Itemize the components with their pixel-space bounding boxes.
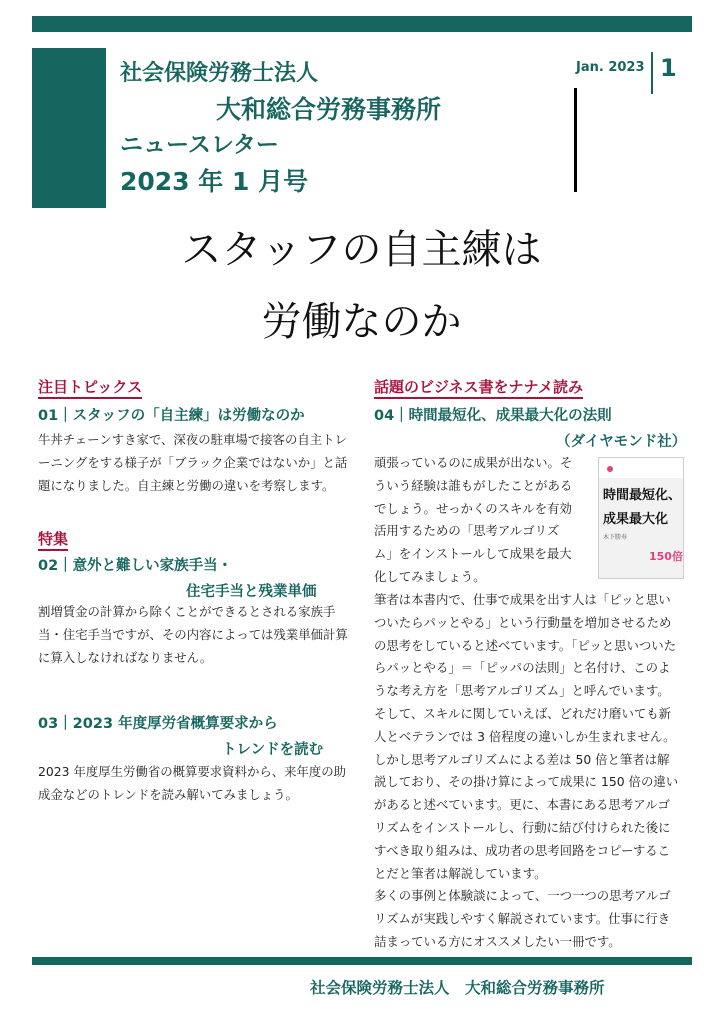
article-4-body [374,589,678,954]
summary-line: 割増賃金の計算から除くことができるとされる家族手 [38,604,336,619]
body-line: 頑張っているのに成果が出ない。そ [374,455,573,470]
book-cover-dot [607,466,613,472]
body-line: でしょう。せっかくのスキルを有効 [374,500,572,516]
body-line: 説しており、その掛け算によって成果に 150 倍の違い [374,774,679,790]
body-line: ついたらパッとやる」という行動量を増加させるため [374,614,672,630]
article-4-intro [374,452,572,589]
topics-section-label [38,376,142,397]
body-line: うな考え方を「思考アルゴリズム」と呼んでいます。 [374,683,670,699]
top-banner-bar [32,16,692,32]
summary-line: 成金などのトレンドを読み解いてみましょう。 [38,786,298,802]
body-line: らパッとやる」＝「ピッパの法則」と名付け、このよ [374,660,671,676]
summary-line: ーニングをする様子が「ブラック企業ではないか」と話 [38,454,348,470]
article-3-title-line-1: 03｜2023 年度厚労省概算要求から [38,716,278,732]
body-line: 詰まっている方にオススメしたい一冊です。 [374,933,621,949]
article-4-title-line-1: 04｜時間最短化、成果最大化の法則 [374,408,612,424]
headline-line-1: スタッフの自主練は [181,227,542,273]
body-line: すべき取り組みは、成功者の思考回路をコピーするこ [374,842,671,858]
book-section-label [374,376,583,397]
article-3-summary [38,761,346,807]
body-line: ム」をインストールして成果を最大 [374,546,572,562]
bottom-banner-bar [32,957,692,965]
book-cover-badge: 150倍 [649,550,683,563]
feature-label-text: 特集 [38,530,68,551]
issue-divider [651,52,653,94]
summary-line: 牛丼チェーンすき家で、深夜の駐車場で接客の自主トレ [38,432,347,447]
article-2-title-line-1: 02｜意外と難しい家族手当・ [38,558,233,574]
article-2-title-line-2: 住宅手当と残業単価 [186,584,317,600]
firm-name: 大和総合労務事務所 [216,95,442,124]
issue-number: 1 [660,54,677,82]
summary-line: に算入しなければなりません。 [38,649,213,665]
newsletter-label: ニュースレター [120,132,279,158]
firm-type: 社会保険労務士法人 [120,61,319,86]
body-line: 人とベテランでは 3 倍程度の違いしか生まれません。 [374,728,676,744]
headline-line-2: 労働なのか [261,299,462,345]
issue-date: Jan. 2023 [576,60,645,75]
book-cover-author: 木下勝寿 [603,534,628,541]
footer-firm-name: 社会保険労務士法人 大和総合労務事務所 [310,979,605,997]
article-1-title: 01｜スタッフの「自主練」は労働なのか [38,408,305,424]
feature-section-label [38,528,68,549]
body-line: リズムをインストールし、行動に結び付けられた後に [374,819,671,835]
book-label-text: 話題のビジネス書をナナメ読み [374,378,583,399]
vertical-rule [574,88,577,192]
summary-line: 2023 年度厚生労働省の概算要求資料から、来年度の助 [38,764,347,779]
summary-line: 当・住宅手当ですが、その内容によっては残業単価計算 [38,626,348,642]
topics-label-text: 注目トピックス [38,378,142,399]
book-cover-title-1: 時間最短化、 [603,488,682,503]
body-line: 化してみましょう。 [374,568,486,584]
body-line: 多くの事例と体験談によって、一つ一つの思考アルゴ [374,888,671,904]
body-line: があると述べています。更に、本書にある思考アルゴ [374,797,670,813]
body-line: とだと筆者は解説しています。 [374,865,547,881]
article-4-title-line-2: （ダイヤモンド社） [556,434,687,450]
masthead-green-block [32,48,106,208]
summary-line: 題になりました。自主練と労働の違いを考察します。 [38,477,335,493]
body-line: 活用するための「思考アルゴリズ [374,523,560,539]
body-line: しかし思考アルゴリズムによる差は 50 倍と筆者は解 [374,751,670,767]
article-2-summary [38,601,348,669]
body-line: ういう経験は誰もがしたことがある [374,477,573,493]
body-line: リズムが実践しやすく解説されています。仕事に行き [374,911,671,927]
issue-month: 2023 年 1 月号 [120,167,309,196]
body-line: 筆者は本書内で、仕事で成果を出す人は「ピッと思い [374,592,671,607]
body-line: そして、スキルに関していえば、どれだけ磨いても新 [374,705,672,721]
body-line: の思考をしていると述べています。「ピッと思いついた [374,637,677,653]
article-1-summary [38,429,347,497]
book-cover-title-2: 成果最大化 [603,512,669,527]
article-3-title-line-2: トレンドを読む [222,742,324,758]
book-cover-image [598,457,684,579]
